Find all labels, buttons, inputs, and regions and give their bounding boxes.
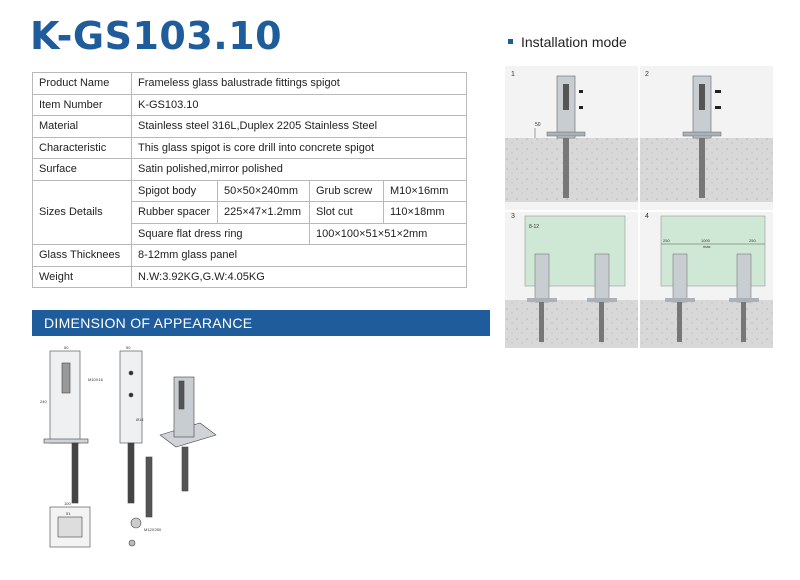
table-row (33, 116, 467, 138)
spacing-a-label: 250 (663, 238, 670, 243)
grub-screw-value: M10×16mm (384, 180, 467, 202)
dim-bolt: M12X250 (144, 527, 162, 532)
material-value: Stainless steel 316L,Duplex 2205 Stainless Steel (132, 116, 467, 138)
weight-label: Weight (33, 266, 132, 288)
glass-thickness-value: 8-12mm glass panel (132, 245, 467, 267)
surface-value: Satin polished,mirror polished (132, 159, 467, 181)
installation-drawing (505, 66, 773, 348)
table-row (33, 266, 467, 288)
characteristic-value: This glass spigot is core drill into concrete spigot (132, 137, 467, 159)
item-number-label: Item Number (33, 94, 132, 116)
dress-ring-value: 100×100×51×51×2mm (310, 223, 467, 245)
spacing-b-label: 1000 (701, 238, 710, 243)
slot-cut-value: 110×18mm (384, 202, 467, 224)
table-row (33, 94, 467, 116)
table-row (33, 159, 467, 181)
dim-height: 240 (40, 399, 47, 404)
step-1-number: 1 (511, 71, 515, 78)
surface-label: Surface (33, 159, 132, 181)
grub-screw-label: Grub screw (310, 180, 384, 202)
glass-thickness-label: Glass Thicknees (33, 245, 132, 267)
dimension-banner: DIMENSION OF APPEARANCE (32, 310, 490, 336)
sizes-label: Sizes Details (33, 180, 132, 245)
dim-width-b: 50 (126, 345, 131, 350)
installation-illustration (505, 66, 773, 348)
dim-grub-screw: M10X16 (88, 377, 103, 382)
max-label: max (703, 244, 711, 249)
product-name-label: Product Name (33, 73, 132, 95)
dimension-drawing (40, 343, 220, 553)
weight-value: N.W:3.92KG,G.W:4.05KG (132, 266, 467, 288)
bullet-icon (508, 39, 513, 44)
product-code-title: K-GS103.10 (30, 14, 283, 58)
step-2-number: 2 (645, 71, 649, 78)
installation-title-text: Installation mode (521, 34, 627, 50)
dim-drill: Ø14 (136, 417, 144, 422)
dim-width-a: 50 (64, 345, 69, 350)
characteristic-label: Characteristic (33, 137, 132, 159)
dim-ring: 100 (64, 501, 71, 506)
dim-inner: 51 (66, 511, 71, 516)
step-3-number: 3 (511, 213, 515, 220)
installation-title (508, 34, 627, 50)
depth-label: 50 (535, 122, 541, 128)
product-name-value: Frameless glass balustrade fittings spigot (132, 73, 467, 95)
dimension-svg (40, 343, 220, 553)
rubber-spacer-label: Rubber spacer (132, 202, 218, 224)
spacing-c-label: 250 (749, 238, 756, 243)
table-row (33, 245, 467, 267)
rubber-spacer-value: 225×47×1.2mm (218, 202, 310, 224)
spec-table (32, 72, 467, 288)
table-row (33, 137, 467, 159)
table-row (33, 180, 467, 202)
glass-range-label: 8-12 (529, 224, 540, 230)
material-label: Material (33, 116, 132, 138)
table-row (33, 73, 467, 95)
spigot-body-value: 50×50×240mm (218, 180, 310, 202)
spigot-body-label: Spigot body (132, 180, 218, 202)
slot-cut-label: Slot cut (310, 202, 384, 224)
item-number-value: K-GS103.10 (132, 94, 467, 116)
step-4-number: 4 (645, 213, 649, 220)
dress-ring-label: Square flat dress ring (132, 223, 310, 245)
